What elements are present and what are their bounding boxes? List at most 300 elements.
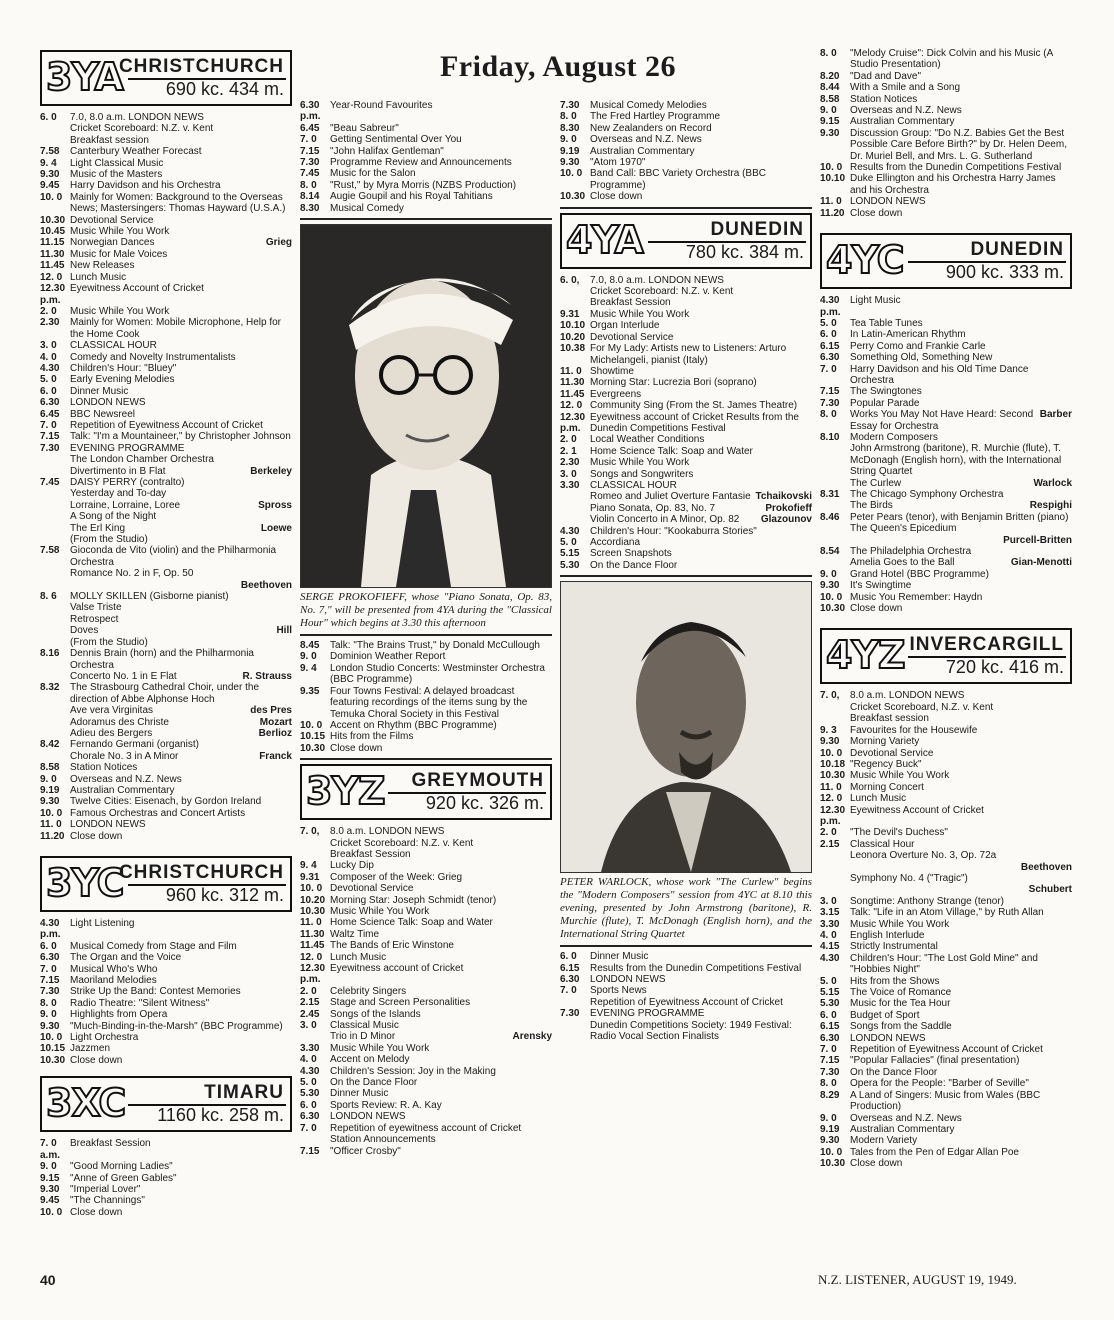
- entry-text: Repetition of eyewitness account of Cricket: [330, 1122, 522, 1134]
- entry-description: [850, 208, 1072, 219]
- entry-description: [70, 466, 292, 477]
- entry-description: [850, 82, 1072, 93]
- entry-text: LONDON NEWS: [330, 1111, 406, 1123]
- photo-caption: PETER WARLOCK, whose work "The Curlew" begins the "Modern Composers" session from 4YC at 8.10 this evening, presented by John Armstrong (baritone), R. Murchie (flute), T. McDonagh (English horn), and the International String Quartet: [560, 876, 812, 941]
- entry-text: Musical Comedy Melodies: [590, 100, 707, 111]
- entry-time: 2. 0: [560, 434, 577, 446]
- schedule-entry: [40, 237, 292, 248]
- entry-time: 8. 0: [820, 1078, 837, 1090]
- entry-text: Devotional Service: [330, 883, 414, 895]
- entry-time: 10. 0: [820, 591, 843, 603]
- schedule-entry: [40, 831, 292, 842]
- schedule-entry: [560, 560, 812, 571]
- composer-name: Beethoven: [240, 579, 292, 591]
- schedule-entry: [40, 386, 292, 397]
- entry-description: [850, 1147, 1072, 1158]
- schedule-entry: [300, 168, 552, 179]
- entry-description: [850, 702, 1072, 713]
- entry-time: 6. 0: [820, 329, 837, 341]
- entry-time: 9. 4: [300, 860, 317, 872]
- entry-time: 9.19: [560, 145, 580, 157]
- entry-text: MOLLY SKILLEN (Gisborne pianist): [70, 591, 229, 603]
- schedule-entry: [820, 1113, 1072, 1124]
- schedule-entry: [560, 275, 812, 286]
- schedule-entry: [820, 793, 1072, 804]
- entry-time: 7.15: [820, 386, 840, 398]
- entry-text: Composer of the Week: Grieg: [330, 871, 463, 883]
- entry-description: [850, 987, 1072, 998]
- schedule-entry: [40, 591, 292, 602]
- entry-text: "Beau Sabreur": [330, 122, 399, 134]
- entry-description: [590, 389, 812, 400]
- photo-caption: SERGE PROKOFIEFF, whose "Piano Sonata, Op. 83, No. 7," will be presented from 4YA during the "Classical Hour" which begins at 3.30 this afternoon: [300, 591, 552, 630]
- schedule-entry: [560, 434, 812, 445]
- composer-name: Loewe: [260, 522, 292, 534]
- entry-description: [70, 374, 292, 385]
- entry-text: Dinner Music: [330, 1088, 389, 1100]
- schedule-entry: [300, 826, 552, 837]
- entry-text: Augie Goupil and his Royal Tahitians: [330, 191, 493, 203]
- schedule-entry: [300, 963, 552, 986]
- station-city: CHRISTCHURCH: [118, 56, 284, 77]
- entry-time: 7.30: [820, 397, 840, 409]
- column-2: [300, 100, 552, 1157]
- entry-time: 6. 0: [560, 951, 577, 963]
- entry-text: Breakfast session: [850, 713, 929, 725]
- entry-description: [590, 1020, 812, 1043]
- schedule-entry: [560, 457, 812, 468]
- entry-time: 8.31: [820, 489, 840, 500]
- entry-description: [850, 557, 1072, 568]
- station-city: INVERCARGILL: [909, 634, 1064, 656]
- entry-time: 9. 0: [40, 1009, 57, 1021]
- entry-text: Amelia Goes to the Ball: [850, 557, 955, 569]
- entry-text: Screen Snapshots: [590, 548, 672, 560]
- schedule-entry: [820, 1124, 1072, 1135]
- entry-time: 3. 0: [820, 895, 837, 907]
- station-logo: 3XC: [46, 1081, 126, 1126]
- entry-description: [590, 514, 812, 525]
- entry-description: [590, 400, 812, 411]
- entry-time: 10. 0: [40, 807, 63, 819]
- entry-description: [70, 751, 292, 762]
- entry-description: [330, 1009, 552, 1020]
- entry-time: 8.45: [300, 640, 320, 652]
- composer-name: des Pres: [250, 705, 292, 717]
- schedule-entry: [40, 751, 292, 762]
- entry-description: [70, 443, 292, 454]
- entry-time: 12. 0: [820, 793, 843, 805]
- entry-text: A Song of the Night: [70, 511, 157, 523]
- composer-name: Respighi: [1029, 500, 1072, 512]
- schedule-entry: [40, 340, 292, 351]
- entry-description: [330, 1100, 552, 1111]
- schedule-entry: [40, 580, 292, 591]
- entry-time: 12. 0: [40, 271, 63, 283]
- entry-text: Lunch Music: [70, 271, 127, 283]
- entry-text: Overseas and N.Z. News: [70, 773, 182, 785]
- station-city: GREYMOUTH: [411, 770, 544, 792]
- entry-time: 9.30: [820, 127, 840, 139]
- entry-description: [70, 363, 292, 374]
- schedule-entry: [560, 963, 812, 974]
- composer-name: Berkeley: [250, 465, 292, 477]
- entry-time: 10.20: [560, 331, 586, 343]
- entry-time: 7.30: [560, 1008, 580, 1020]
- schedule-entry: [820, 919, 1072, 930]
- schedule-entry: [300, 1111, 552, 1122]
- schedule-entry: [820, 1078, 1072, 1089]
- entry-time: 11. 0: [300, 917, 322, 929]
- entry-text: 7.0, 8.0 a.m. LONDON NEWS: [590, 274, 724, 286]
- entry-description: [70, 306, 292, 317]
- schedule-entry: [40, 352, 292, 363]
- entry-description: [850, 1033, 1072, 1044]
- station-header-3ya: [40, 50, 292, 106]
- entry-text: Light Music: [850, 295, 901, 307]
- entry-time: [820, 500, 850, 511]
- entry-description: [70, 1138, 292, 1161]
- schedule-entry: [820, 976, 1072, 987]
- entry-description: [70, 1009, 292, 1020]
- entry-description: [850, 1055, 1072, 1066]
- entry-description: [850, 318, 1072, 329]
- schedule-entry: [560, 320, 812, 331]
- schedule-entry: [40, 819, 292, 830]
- schedule-entry: [40, 306, 292, 317]
- schedule-entry: [560, 985, 812, 996]
- entry-description: [330, 191, 552, 202]
- entry-text: Songs of the Islands: [330, 1008, 421, 1020]
- entry-time: 10. 0: [820, 747, 843, 759]
- entry-time: 5.15: [820, 987, 840, 999]
- entry-description: [850, 839, 1072, 850]
- entry-time: 7.30: [560, 100, 580, 111]
- entry-description: [70, 728, 292, 739]
- schedule-entry: [560, 366, 812, 377]
- entry-text: DAISY PERRY (contralto): [70, 477, 185, 488]
- entry-time: 7. 0: [820, 363, 837, 375]
- entry-text: Works You May Not Have Heard: Second Essay for Orchestra: [850, 409, 1034, 432]
- entry-description: [590, 412, 812, 435]
- schedule-entry: [560, 297, 812, 308]
- entry-text: Lorraine, Lorraine, Loree: [70, 499, 181, 511]
- schedule-entry: [820, 409, 1072, 432]
- schedule-entry: [560, 526, 812, 537]
- schedule-entry: [300, 100, 552, 123]
- schedule-entry: [560, 343, 812, 366]
- entry-time: 5. 0: [820, 317, 837, 329]
- entry-time: 3. 0: [40, 340, 57, 352]
- entry-description: [70, 215, 292, 226]
- entry-text: Discussion Group: "Do N.Z. Babies Get the Best Possible Care Before Birth?" by Dr. Helen Deem, Dr. Muriel Bell, and Mrs. L. G. Sutherland: [850, 127, 1067, 162]
- schedule-entry: [820, 341, 1072, 352]
- entry-text: It's Swingtime: [850, 580, 912, 592]
- entry-text: Jazzmen: [70, 1043, 111, 1055]
- schedule-entry: [820, 386, 1072, 397]
- entry-description: [70, 1184, 292, 1195]
- schedule-entry: [300, 1100, 552, 1111]
- station-header-3xc: [40, 1076, 292, 1132]
- entry-time: 4.30 p.m.: [40, 918, 61, 941]
- page-number: 40: [40, 1272, 56, 1288]
- entry-description: [70, 1021, 292, 1032]
- entry-text: 8.0 a.m. LONDON NEWS: [330, 826, 445, 838]
- entry-time: 10.30: [820, 770, 846, 782]
- entry-description: [590, 526, 812, 537]
- entry-time: 10.45: [40, 226, 66, 238]
- schedule-3yc: [40, 918, 292, 1066]
- publication-footer: N.Z. LISTENER, AUGUST 19, 1949.: [818, 1272, 1017, 1287]
- entry-description: [590, 480, 812, 491]
- entry-time: 2.30: [560, 457, 580, 469]
- entry-description: [70, 739, 292, 750]
- schedule-entry: [820, 71, 1072, 82]
- entry-description: [850, 827, 1072, 838]
- schedule-col2-mid: [300, 640, 552, 754]
- entry-description: [70, 477, 292, 488]
- entry-description: [850, 71, 1072, 82]
- entry-text: Overseas and N.Z. News: [590, 134, 702, 146]
- schedule-entry: [820, 839, 1072, 850]
- entry-text: Retrospect: [70, 613, 119, 625]
- schedule-entry: [40, 602, 292, 613]
- entry-time: 2. 1: [560, 445, 577, 457]
- entry-time: 6.30: [820, 352, 840, 364]
- entry-text: Piano Sonata, Op. 83, No. 7: [590, 502, 716, 514]
- schedule-entry: [820, 759, 1072, 770]
- entry-description: [330, 997, 552, 1008]
- entry-text: Lunch Music: [330, 951, 387, 963]
- entry-time: 2.45: [300, 1008, 320, 1020]
- entry-description: [850, 398, 1072, 409]
- schedule-entry: [820, 1090, 1072, 1113]
- schedule-entry: [560, 100, 812, 111]
- entry-text: Band Call: BBC Variety Orchestra (BBC Programme): [590, 168, 766, 191]
- entry-description: [70, 614, 292, 625]
- entry-text: Children's Session: Joy in the Making: [330, 1065, 496, 1077]
- entry-time: 11. 0: [820, 781, 842, 793]
- entry-text: Highlights from Opera: [70, 1009, 168, 1021]
- schedule-entry: [40, 796, 292, 807]
- entry-text: Close down: [330, 742, 383, 754]
- entry-time: 10.10: [820, 173, 846, 185]
- schedule-entry: [40, 1173, 292, 1184]
- schedule-entry: [820, 805, 1072, 828]
- entry-description: [850, 535, 1072, 546]
- entry-time: 7.30: [300, 157, 320, 169]
- entry-text: Tales from the Pen of Edgar Allan Poe: [850, 1146, 1019, 1158]
- entry-description: [850, 748, 1072, 759]
- composer-name: Berlioz: [258, 727, 292, 739]
- entry-description: [850, 603, 1072, 614]
- entry-time: 10.18: [820, 758, 846, 770]
- schedule-entry: [300, 1088, 552, 1099]
- entry-text: John Armstrong (baritone), R. Murchie (flute), T. McDonagh (English horn), with the International String Quartet: [850, 443, 1062, 478]
- schedule-entry: [820, 690, 1072, 701]
- schedule-entry: [40, 998, 292, 1009]
- schedule-entry: [820, 523, 1072, 534]
- schedule-entry: [820, 352, 1072, 363]
- entry-description: [330, 731, 552, 742]
- entry-description: [850, 116, 1072, 127]
- schedule-entry: [560, 168, 812, 191]
- entry-text: Close down: [70, 1206, 123, 1218]
- entry-text: Strike Up the Band: Contest Memories: [70, 986, 241, 998]
- entry-text: The Chicago Symphony Orchestra: [850, 489, 1004, 500]
- entry-time: 8.30: [560, 122, 580, 134]
- entry-description: [70, 500, 292, 511]
- schedule-entry: [820, 998, 1072, 1009]
- entry-text: Classical Hour: [850, 838, 915, 850]
- entry-description: [330, 826, 552, 837]
- schedule-entry: [820, 1044, 1072, 1055]
- schedule-entry: [40, 260, 292, 271]
- entry-time: 8.54: [820, 546, 840, 558]
- schedule-entry: [300, 1020, 552, 1031]
- entry-description: [70, 986, 292, 997]
- entry-description: [850, 782, 1072, 793]
- schedule-entry: [820, 1147, 1072, 1158]
- entry-time: [40, 625, 70, 636]
- entry-time: 6.15: [560, 962, 580, 974]
- entry-description: [70, 454, 292, 465]
- schedule-entry: [560, 491, 812, 502]
- entry-description: [70, 386, 292, 397]
- entry-description: [330, 743, 552, 754]
- entry-time: 9. 4: [40, 157, 57, 169]
- schedule-entry: [40, 1207, 292, 1218]
- entry-time: 9.30: [40, 169, 60, 181]
- entry-text: The London Chamber Orchestra: [70, 454, 214, 466]
- entry-time: 10.30: [300, 905, 326, 917]
- entry-text: Results from the Dunedin Competitions Festival: [590, 962, 802, 974]
- entry-text: Morning Concert: [850, 781, 924, 793]
- schedule-entry: [560, 1008, 812, 1019]
- schedule-entry: [820, 770, 1072, 781]
- entry-description: [850, 295, 1072, 318]
- entry-description: [70, 568, 292, 579]
- entry-time: [300, 849, 330, 860]
- schedule-entry: [820, 162, 1072, 173]
- entry-description: [70, 158, 292, 169]
- entry-time: 8.30: [300, 202, 320, 214]
- station-logo: 4YA: [566, 217, 643, 262]
- entry-time: [560, 1020, 590, 1043]
- entry-text: Divertimento in B Flat: [70, 465, 166, 477]
- entry-description: [590, 1008, 812, 1019]
- entry-time: 6.30 p.m.: [300, 100, 321, 123]
- entry-time: 7. 0: [40, 963, 57, 975]
- schedule-3xc: [40, 1138, 292, 1218]
- schedule-entry: [820, 196, 1072, 207]
- entry-description: [590, 503, 812, 514]
- entry-time: 9.30: [820, 1135, 840, 1147]
- entry-time: 10. 0: [40, 1206, 63, 1218]
- entry-text: Music While You Work: [330, 905, 430, 917]
- entry-description: [330, 1031, 552, 1042]
- schedule-entry: [820, 128, 1072, 162]
- entry-time: 7.58: [40, 146, 60, 158]
- entry-time: [40, 500, 70, 511]
- schedule-entry: [560, 123, 812, 134]
- entry-text: The Philadelphia Orchestra: [850, 546, 972, 558]
- entry-time: 7.15: [40, 975, 60, 987]
- schedule-entry: [560, 412, 812, 435]
- entry-text: Devotional Service: [590, 331, 674, 343]
- entry-text: Valse Triste: [70, 602, 122, 614]
- composer-name: Purcell-Britten: [1003, 534, 1072, 546]
- entry-text: LONDON NEWS: [70, 397, 146, 409]
- station-city: CHRISTCHURCH: [118, 862, 284, 883]
- entry-description: [590, 377, 812, 388]
- entry-text: "The Channings": [70, 1195, 145, 1207]
- schedule-entry: [820, 82, 1072, 93]
- entry-description: [850, 1124, 1072, 1135]
- entry-time: 8.20: [820, 70, 840, 82]
- schedule-entry: [820, 896, 1072, 907]
- entry-time: 6.30: [820, 1032, 840, 1044]
- entry-text: Waltz Time: [330, 928, 380, 940]
- entry-description: [850, 862, 1072, 873]
- schedule-entry: [820, 329, 1072, 340]
- entry-time: 2. 0: [300, 985, 317, 997]
- entry-description: [590, 191, 812, 202]
- entry-text: Cricket Scoreboard, N.Z. v. Kent: [850, 701, 994, 713]
- entry-text: Eyewitness Account of Cricket: [850, 804, 984, 816]
- entry-time: 7. 0: [40, 419, 57, 431]
- entry-text: Modern Variety: [850, 1135, 918, 1147]
- entry-description: [70, 918, 292, 941]
- entry-text: "Popular Fallacies" (final presentation): [850, 1055, 1020, 1067]
- entry-text: Ave vera Virginitas: [70, 705, 154, 717]
- entry-description: [70, 602, 292, 613]
- entry-description: [850, 352, 1072, 363]
- station-city: TIMARU: [204, 1082, 284, 1104]
- entry-description: [590, 123, 812, 134]
- entry-time: 9.19: [820, 1123, 840, 1135]
- entry-description: [850, 546, 1072, 557]
- entry-time: 9.30: [40, 1020, 60, 1032]
- entry-time: [820, 713, 850, 724]
- schedule-entry: [40, 112, 292, 123]
- entry-time: 8.58: [40, 762, 60, 774]
- entry-text: Close down: [70, 1054, 123, 1066]
- composer-name: Grieg: [265, 237, 292, 249]
- entry-time: 6.15: [820, 1021, 840, 1033]
- entry-text: Australian Commentary: [70, 784, 175, 796]
- composer-name: Tchaikovski: [755, 491, 812, 503]
- entry-time: [560, 297, 590, 308]
- schedule-entry: [40, 1138, 292, 1161]
- entry-text: 8.0 a.m. LONDON NEWS: [850, 690, 965, 702]
- schedule-entry: [560, 974, 812, 985]
- entry-description: [850, 873, 1072, 884]
- entry-description: [850, 919, 1072, 930]
- entry-time: [820, 702, 850, 713]
- schedule-entry: [40, 1184, 292, 1195]
- schedule-entry: [560, 309, 812, 320]
- entry-time: 12.30 p.m.: [560, 411, 586, 434]
- entry-text: Music for the Salon: [330, 168, 416, 180]
- schedule-entry: [300, 895, 552, 906]
- entry-time: 11.30: [300, 928, 325, 940]
- entry-text: Musical Who's Who: [70, 963, 158, 975]
- entry-time: 4. 0: [820, 930, 837, 941]
- schedule-entry: [40, 762, 292, 773]
- entry-time: 3.30: [560, 479, 580, 491]
- schedule-entry: [40, 500, 292, 511]
